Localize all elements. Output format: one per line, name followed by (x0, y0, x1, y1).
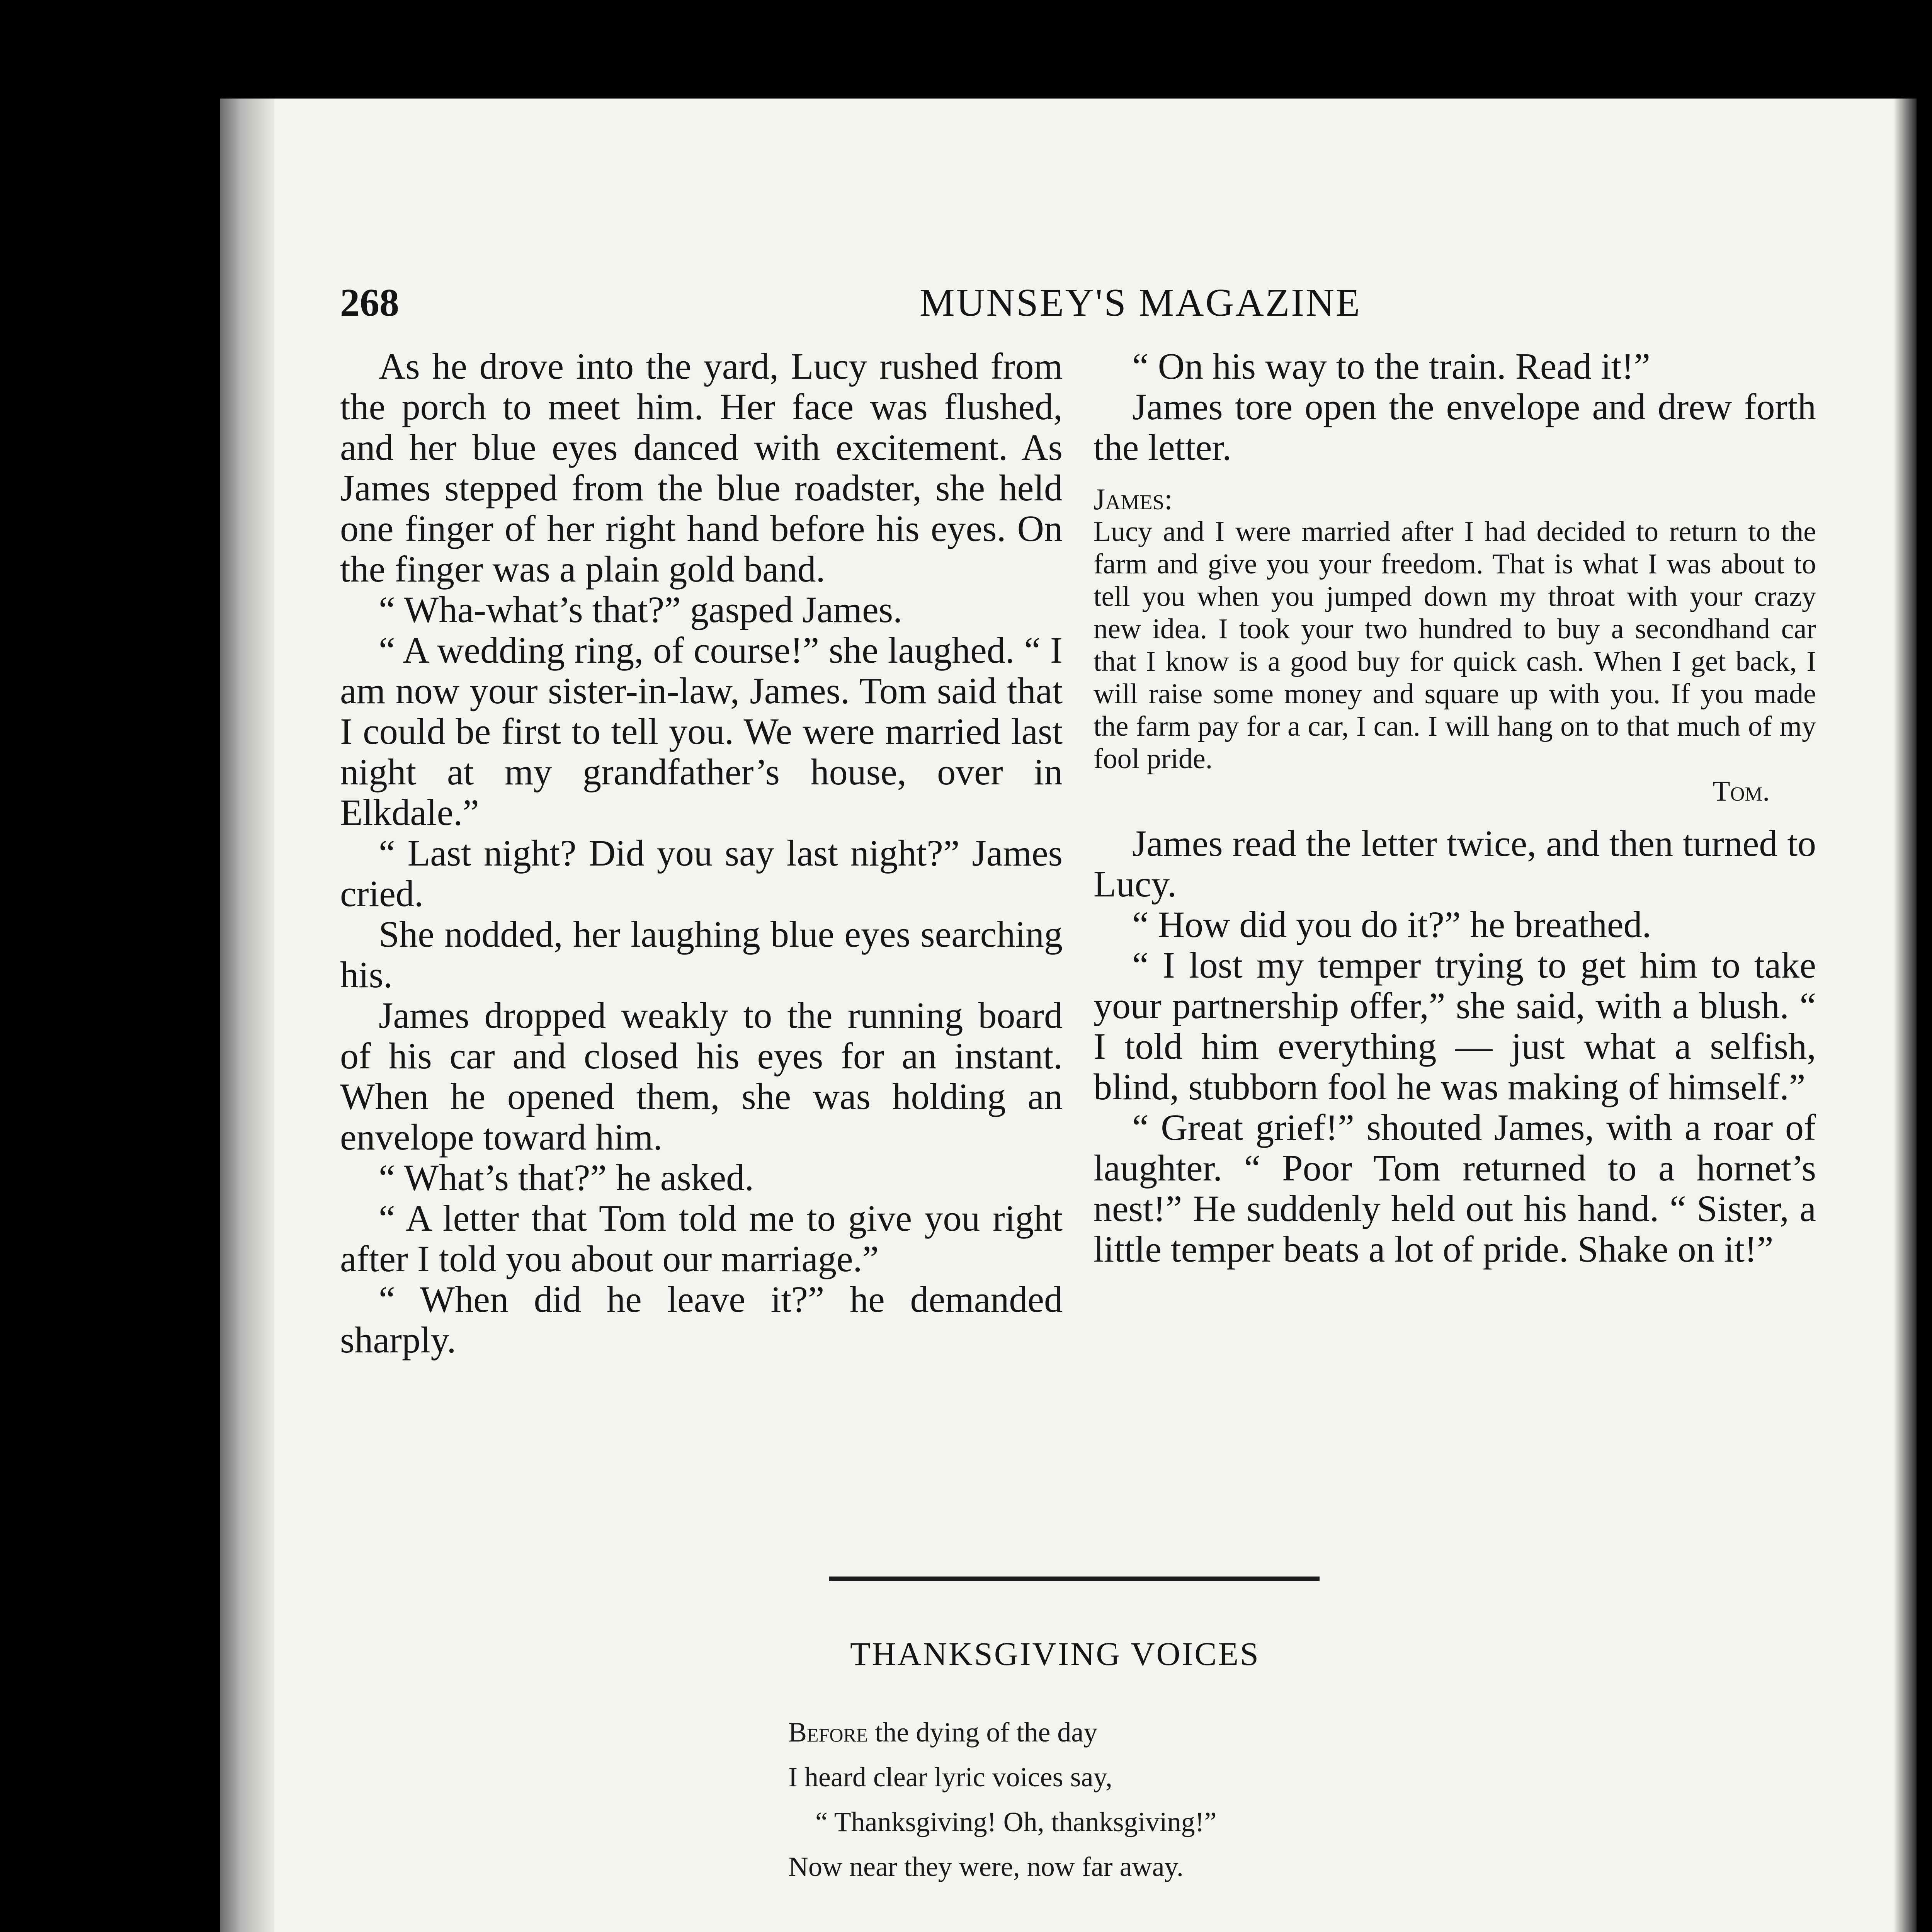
paragraph: “ A wedding ring, of course!” she laughed. “ I am now your sister-in-law, James. Tom said that I could be first to tell you. We were married last night at my grandfather’s house, over in Elkdale.” (340, 629, 1063, 833)
poem-refrain: “ Thanksgiving! Oh, thanksgiving!” (815, 1806, 1217, 1837)
magazine-page (220, 99, 1917, 1932)
paragraph: James read the letter twice, and then turned to Lucy. (1094, 823, 1816, 905)
paragraph: “ Last night? Did you say last night?” James cried. (340, 832, 1063, 914)
paragraph: “ Wha-what’s that?” gasped James. (379, 589, 903, 630)
paragraph: James tore open the envelope and drew forth the letter. (1094, 386, 1816, 468)
letter-body: Lucy and I were married after I had decided to return to the farm and give you your freedom. That is what I was about to tell you when you jumped down my throat with your crazy new idea. I took your two hundred to buy a secondhand car that I know is a good buy for quick cash. When I get back, I will raise some money and square up with you. If you made the farm pay for a car, I can. I will hang on to that much of my fool pride. (1094, 516, 1816, 775)
paragraph: “ Great grief!” shouted James, with a roar of laughter. “ Poor Tom returned to a hornet’s nest!” He suddenly held out his hand. “ Sister, a little temper beats a lot of pride. Shake on it!” (1094, 1107, 1816, 1270)
page-header (340, 280, 1774, 334)
poem-line: Now near they were, now far away. (788, 1851, 1184, 1882)
paragraph: “ A letter that Tom told me to give you right after I told you about our marriage.” (340, 1197, 1063, 1279)
paragraph: “ I lost my temper trying to get him to take your partnership offer,” she said, with a blush. “ I told him everything — just what a selfish, blind, stubborn fool he was making of himself.” (1094, 944, 1816, 1107)
paragraph: James dropped weakly to the running board of his car and closed his eyes for an instant. When he opened them, she was holding an envelope toward him. (340, 995, 1063, 1158)
letter-salutation: James: (1094, 482, 1173, 516)
page-edge-shadow (1893, 99, 1917, 1932)
story-column-left (340, 346, 1063, 1360)
poem-body (788, 1710, 1677, 1932)
poem-line: Before the dying of the day (788, 1717, 1098, 1748)
paragraph: As he drove into the yard, Lucy rushed from the porch to meet him. Her face was flushed, and her blue eyes danced with excitement. As James stepped from the blue roadster, she held one finger of her right hand before his eyes. On the finger was a plain gold band. (340, 345, 1063, 590)
page-number: 268 (340, 281, 399, 325)
paragraph: “ What’s that?” he asked. (379, 1157, 754, 1198)
poem-line: I heard clear lyric voices say, (788, 1762, 1112, 1793)
letter-signature: Tom. (1713, 776, 1770, 807)
paragraph: “ How did you do it?” he breathed. (1132, 904, 1651, 945)
poem-first-word: Before (788, 1717, 868, 1748)
paragraph: “ On his way to the train. Read it!” (1132, 345, 1650, 387)
magazine-title: MUNSEY'S MAGAZINE (920, 281, 1362, 325)
story-column-right (1094, 346, 1816, 1269)
poem-stanza (788, 1710, 1677, 1889)
section-divider (829, 1577, 1320, 1581)
poem-title: THANKSGIVING VOICES (850, 1635, 1260, 1672)
tom-letter (1094, 483, 1816, 808)
paragraph: “ When did he leave it?” he demanded sharply. (340, 1279, 1063, 1361)
paragraph: She nodded, her laughing blue eyes searching his. (340, 913, 1063, 995)
